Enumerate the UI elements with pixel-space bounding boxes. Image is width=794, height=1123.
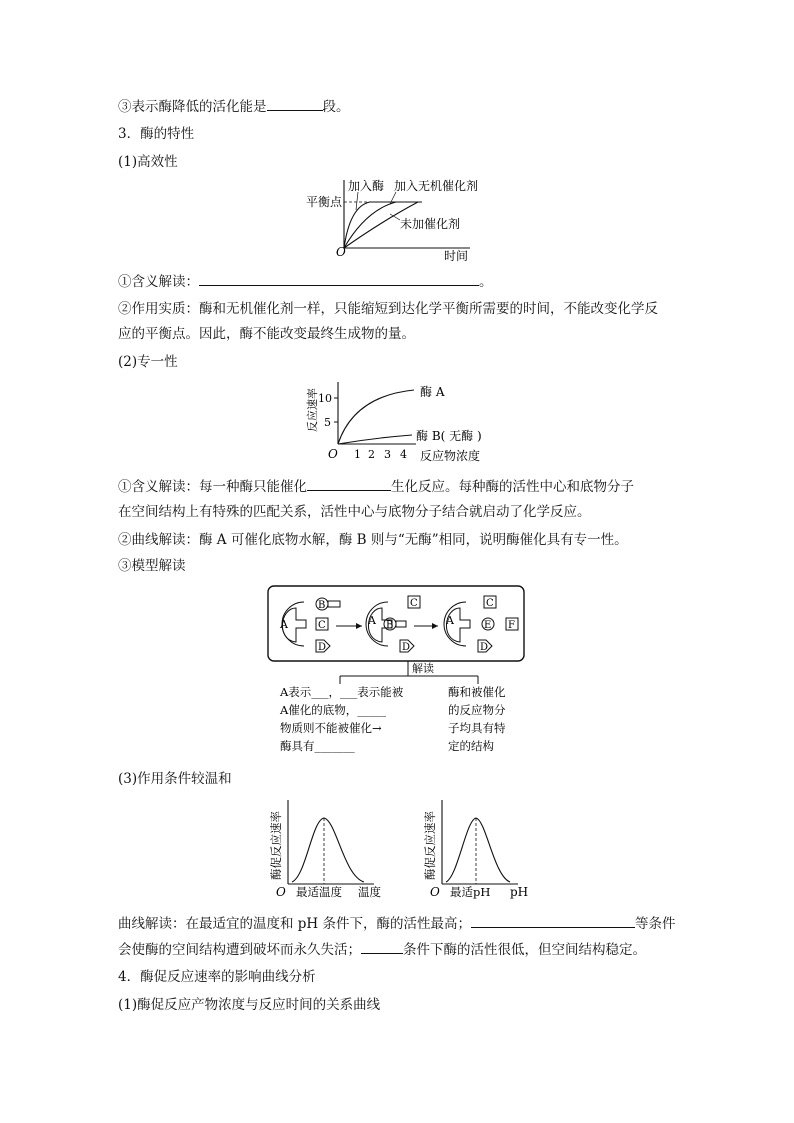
- time-axis-label: 时间: [444, 249, 469, 262]
- fill-blank: [471, 914, 635, 928]
- text: 会使酶的空间结构遭到破坏而永久失活；: [118, 942, 361, 958]
- text: ①含义解读：每一种酶只能催化: [118, 479, 307, 495]
- text-line-specific-meaning: [118, 477, 634, 496]
- text: 条件下酶的活性很低，但空间结构稳定。: [403, 942, 646, 958]
- xtick-3: 3: [384, 448, 391, 461]
- enzyme-model-diagram: [266, 584, 528, 760]
- text-line-specific-meaning-cont: 在空间结构上有特殊的匹配关系，活性中心与底物分子结合就启动了化学反应。: [118, 504, 591, 520]
- fill-blank: [307, 477, 391, 491]
- temperature-curve: [292, 818, 364, 882]
- origin-label: O: [430, 885, 440, 899]
- model-right-line-1: 酶和被催化: [448, 685, 506, 699]
- svg-text:D: D: [480, 642, 489, 653]
- xtick-1: 1: [354, 448, 361, 461]
- model-right-line-4: 定的结构: [448, 739, 494, 753]
- subsection-specificity: (2)专一性: [118, 354, 178, 370]
- ytick-10: 10: [318, 392, 332, 405]
- text-line-model: ③模型解读: [118, 558, 186, 574]
- model-left-line-4: 酶具有_______: [280, 739, 355, 753]
- svg-text:D: D: [318, 642, 327, 653]
- origin-label: O: [276, 885, 286, 899]
- subsection-mild-conditions: (3)作用条件较温和: [118, 771, 232, 787]
- fill-blank: [361, 940, 403, 954]
- model-left-line-3: 物质则不能被催化→: [280, 721, 382, 735]
- svg-text:A: A: [280, 618, 288, 631]
- text: 。: [479, 274, 493, 290]
- model-right-line-2: 的反应物分: [448, 703, 506, 717]
- ph-chart: [418, 796, 538, 902]
- model-left-line-1: A表示___，___表示能被: [280, 685, 404, 699]
- text: 生化反应。每种酶的活性中心和底物分子: [391, 479, 634, 495]
- svg-text:A: A: [368, 614, 376, 627]
- text-line-curve-reading: ②曲线解读：酶 A 可催化底物水解，酶 B 则与“无酶”相同，说明酶催化具有专一性。: [118, 532, 628, 548]
- svg-text:B: B: [386, 620, 394, 631]
- ph-axis-label: pH: [510, 885, 529, 899]
- text: 曲线解读：在最适宜的温度和 pH 条件下，酶的活性最高；: [118, 916, 471, 932]
- svg-text:B: B: [318, 600, 326, 611]
- svg-text:F: F: [508, 620, 515, 631]
- concentration-axis-label: 反应物浓度: [420, 449, 481, 463]
- equilibrium-label: 平衡点: [306, 195, 343, 209]
- text-line-meaning: [118, 272, 493, 291]
- xtick-2: 2: [368, 448, 375, 461]
- text-line-condition-reading-cont: [118, 940, 646, 959]
- rate-axis-label: 酶促反应速率: [269, 811, 283, 880]
- fill-blank: [267, 97, 323, 111]
- text-line-activation: [118, 97, 350, 116]
- no-catalyst-label: 未加催化剂: [400, 217, 461, 231]
- xtick-4: 4: [400, 448, 407, 461]
- section-heading-4: 4．酶促反应速率的影响曲线分析: [118, 969, 316, 985]
- svg-text:D: D: [402, 642, 411, 653]
- text-line-condition-reading: [118, 914, 676, 933]
- text: ①含义解读：: [118, 274, 199, 290]
- enzyme-shape-3: [444, 602, 470, 646]
- optimal-temperature-tick: 最适温度: [296, 885, 342, 899]
- svg-text:A: A: [446, 614, 454, 627]
- subsection-product-time: (1)酶促反应产物浓度与反应时间的关系曲线: [118, 997, 381, 1013]
- model-right-line-3: 子均具有特: [448, 721, 506, 735]
- temperature-chart: [262, 796, 396, 902]
- text-line-essence-cont: 应的平衡点。因此，酶不能改变最终生成物的量。: [118, 326, 415, 342]
- section-heading-3: 3．酶的特性: [118, 126, 195, 142]
- ytick-5: 5: [324, 416, 331, 429]
- optimal-ph-tick: 最适pH: [450, 885, 491, 899]
- temperature-axis-label: 温度: [358, 885, 381, 899]
- fill-blank: [199, 272, 479, 286]
- svg-text:C: C: [486, 598, 494, 609]
- specificity-chart: [304, 378, 500, 468]
- efficiency-chart: [300, 176, 500, 262]
- svg-text:C: C: [318, 620, 326, 631]
- inorganic-label: 加入无机催化剂: [394, 179, 479, 193]
- enzyme-a-label: 酶 A: [420, 385, 445, 399]
- model-left-line-2: A催化的底物，_____: [280, 703, 387, 717]
- text-line-essence: ②作用实质：酶和无机催化剂一样，只能缩短到达化学平衡所需要的时间，不能改变化学反: [118, 301, 658, 317]
- rate-axis-label: 反应速率: [306, 388, 319, 432]
- rate-axis-label: 酶促反应速率: [423, 811, 437, 880]
- subsection-efficiency: (1)高效性: [118, 154, 178, 170]
- ph-curve: [446, 818, 510, 882]
- enzyme-b-curve: [338, 435, 412, 444]
- interpretation-label: 解读: [412, 662, 434, 675]
- text: 段。: [322, 99, 350, 115]
- origin-label: O: [336, 245, 346, 259]
- origin-label: O: [328, 447, 338, 461]
- enzyme-label: 加入酶: [348, 179, 385, 193]
- text: 等条件: [635, 916, 676, 932]
- enzyme-b-label: 酶 B( 无酶 ): [416, 429, 482, 443]
- enzyme-shape-1: [279, 602, 306, 646]
- svg-text:C: C: [410, 598, 418, 609]
- text: ③表示酶降低的活化能是: [118, 99, 267, 115]
- svg-text:E: E: [484, 620, 492, 631]
